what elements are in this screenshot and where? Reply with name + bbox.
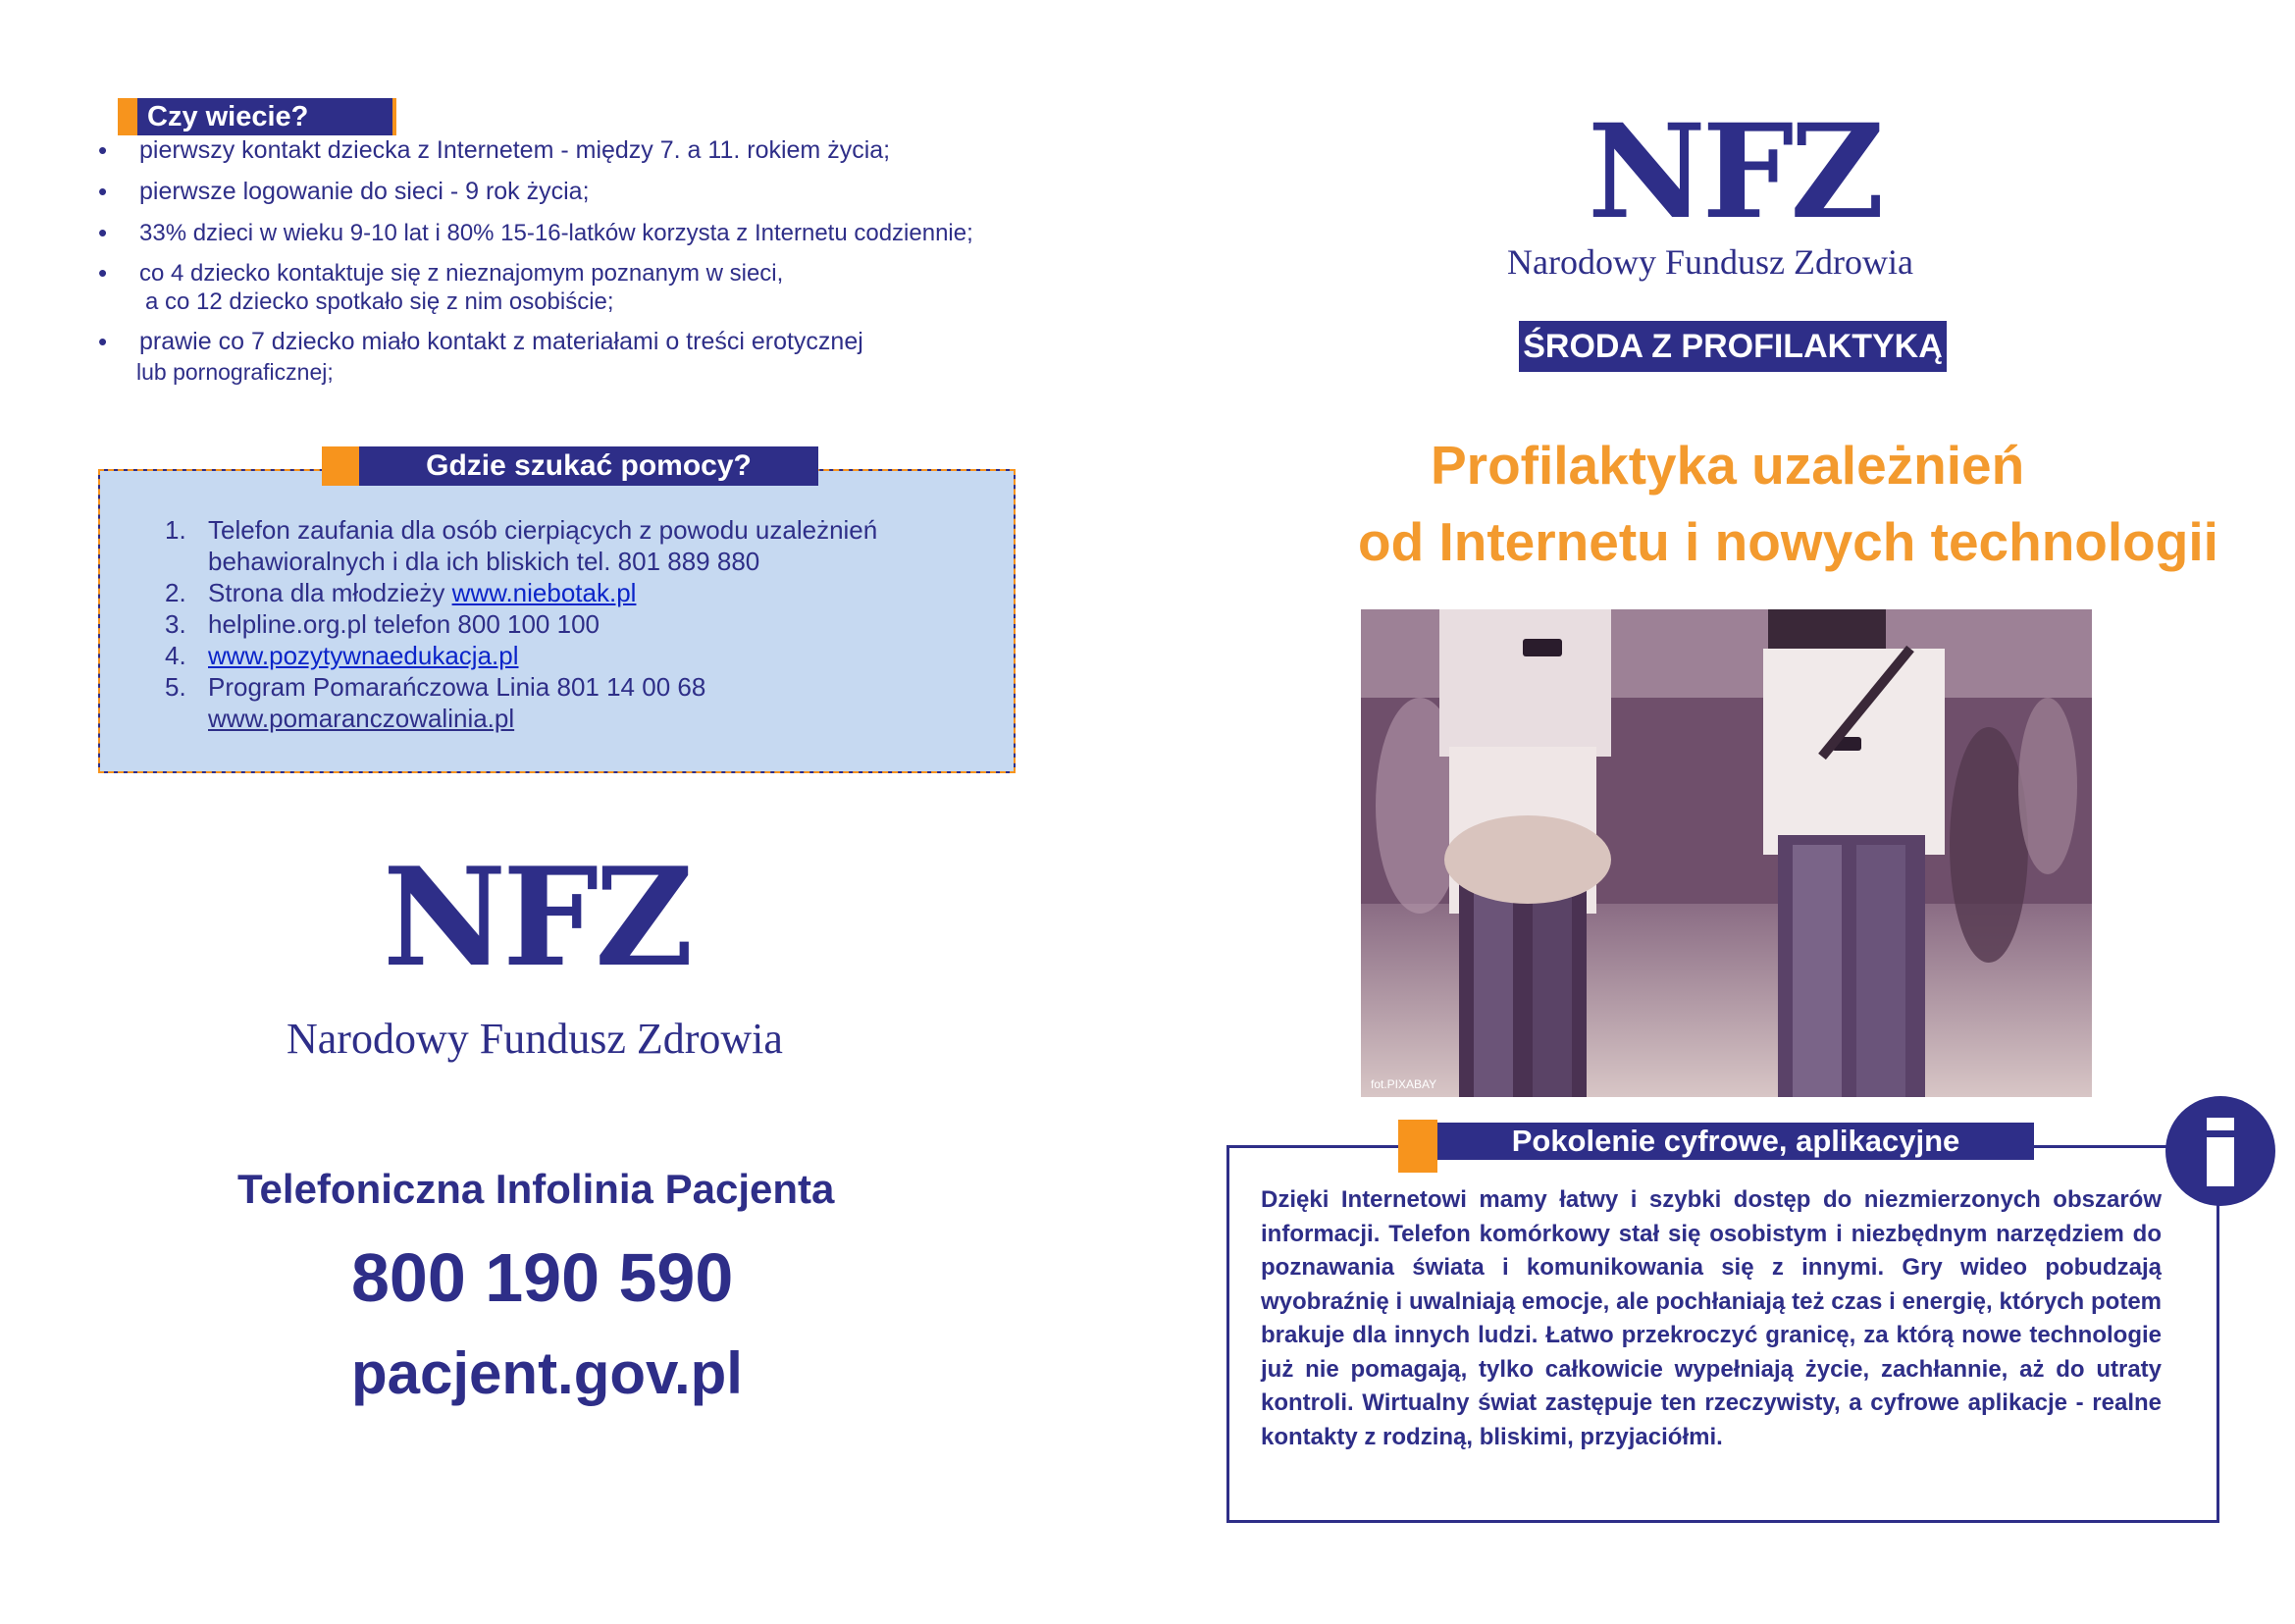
niebotak-link[interactable]: www.niebotak.pl [451, 578, 637, 607]
info-icon-glyph [2165, 1096, 2275, 1206]
fact-item-text-cont: a co 12 dziecko spotkało się z nim osobiście; [145, 288, 614, 315]
fact-item-text: pierwszy kontakt dziecka z Internetem - między 7. a 11. rokiem życia; [139, 136, 891, 164]
help-list [165, 514, 1009, 734]
help-item-number: 4. [165, 641, 186, 670]
fact-item-text: pierwsze logowanie do sieci - 9 rok życia; [139, 178, 590, 205]
pomaranczowalinia-link[interactable]: www.pomaranczowalinia.pl [208, 704, 515, 733]
infoline-title: Telefoniczna Infolinia Pacjenta [237, 1166, 835, 1212]
help-item [165, 577, 1009, 608]
info-icon [2165, 1096, 2275, 1206]
facts-header-label: Czy wiecie? [147, 101, 309, 132]
info-header [1437, 1123, 2034, 1160]
help-header [359, 446, 818, 486]
info-header-accent [1398, 1120, 1437, 1173]
help-item [165, 608, 1009, 640]
help-item-number: 2. [165, 578, 186, 607]
help-item [165, 671, 1009, 734]
facts-list [98, 135, 1079, 398]
help-item-number: 5. [165, 672, 186, 702]
main-title-line2: od Internetu i nowych technologii [1358, 511, 2218, 572]
facts-header-rule [392, 98, 396, 135]
help-item-number: 1. [165, 515, 186, 545]
fact-item-text-cont: lub pornograficznej; [136, 359, 334, 385]
nfz-logo-mark: NFZ [383, 837, 690, 997]
help-item-text: Strona dla młodzieży [208, 578, 452, 607]
sroda-badge-label: ŚRODA Z PROFILAKTYKĄ [1523, 328, 1943, 365]
info-header-label: Pokolenie cyfrowe, aplikacyjne [1511, 1124, 1960, 1158]
help-item-text: Program Pomarańczowa Linia 801 14 00 68 [208, 672, 706, 702]
pozytywnaedukacja-link[interactable]: www.pozytywnaedukacja.pl [208, 641, 519, 670]
help-item-text: Telefon zaufania dla osób cierpiących z powodu uzależnień behawioralnych i dla ich bliskich tel. 801 889 880 [208, 515, 878, 576]
fact-item-text: • co 4 dziecko kontaktuje się z nieznajomym poznanym w sieci, [139, 260, 784, 287]
help-item-text: helpline.org.pl telefon 800 100 100 [208, 609, 600, 639]
photo-illustration [1361, 609, 2092, 1097]
photo-credit: fot.PIXABAY [1371, 1077, 1437, 1091]
nfz-logo-subtitle: Narodowy Fundusz Zdrowia [1507, 242, 1913, 282]
fact-item [98, 327, 1079, 388]
help-item-number: 3. [165, 609, 186, 639]
fact-item [98, 218, 1079, 248]
nfz-logo-subtitle: Narodowy Fundusz Zdrowia [287, 1015, 783, 1063]
photo-teens-with-phones [1361, 609, 2092, 1097]
infoline-site[interactable]: pacjent.gov.pl [351, 1340, 743, 1406]
fact-item [98, 259, 1079, 316]
help-item [165, 640, 1009, 671]
main-title-line1: Profilaktyka uzależnień [1431, 435, 2025, 496]
info-text: Dzięki Internetowi mamy łatwy i szybki dostęp do niezmierzonych obszarów informacji. Telefon komórkowy stał się osobistym i niezbędnym narzędziem do poznawania świata i komunikowania się z innymi. Gry wideo pobudzają wyobraźnię i uwalniają emocje, ale pochłaniają też czas i energię, których potem brakuje dla innych ludzi. Łatwo przekroczyć granicę, za którą nowe technologie już nie pomagają, tylko całkowicie wypełniają życie, zachłannie, aż do utraty kontroli. Wirtualny świat zastępuje ten rzeczywisty, a cyfrowe aplikacje - realne kontakty z rodziną, bliskimi, przyjaciółmi. [1261, 1186, 2162, 1450]
help-header-accent [322, 446, 359, 486]
fact-item [98, 135, 1079, 166]
nfz-logo-mark: NFZ [1588, 96, 1881, 248]
fact-item-text: • prawie co 7 dziecko miało kontakt z materiałami o treści erotycznej [139, 328, 863, 355]
help-item [165, 514, 1009, 577]
infoline-phone: 800 190 590 [351, 1239, 734, 1316]
facts-header [137, 98, 392, 135]
help-header-label: Gdzie szukać pomocy? [426, 449, 752, 482]
facts-header-accent [118, 98, 137, 135]
fact-item-text: 33% dzieci w wieku 9-10 lat i 80% 15-16-latków korzysta z Internetu codziennie; [139, 220, 973, 246]
fact-item [98, 177, 1079, 207]
sroda-badge [1519, 321, 1947, 372]
